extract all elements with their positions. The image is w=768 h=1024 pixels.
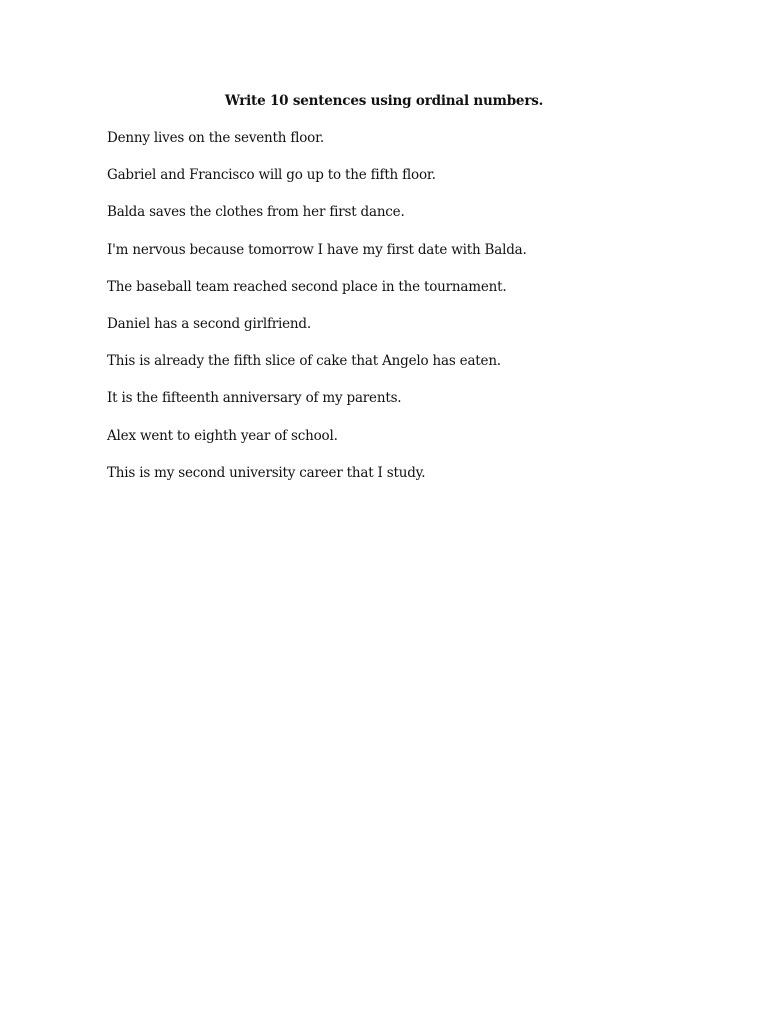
document-title: Write 10 sentences using ordinal numbers.	[224, 93, 544, 109]
sentence-10: This is my second university career that I study.	[107, 464, 426, 481]
sentence-1: Denny lives on the seventh floor.	[107, 130, 324, 146]
sentence-3: Balda saves the clothes from her first dance.	[107, 204, 405, 221]
sentence-list	[107, 128, 707, 500]
sentence-8: It is the fifteenth anniversary of my parents.	[107, 390, 402, 407]
sentence-9: Alex went to eighth year of school.	[107, 427, 338, 444]
sentence-5: The baseball team reached second place in the tournament.	[107, 278, 507, 295]
sentence-2: Gabriel and Francisco will go up to the fifth floor.	[107, 167, 436, 184]
sentence-7: This is already the fifth slice of cake that Angelo has eaten.	[107, 353, 501, 370]
sentence-6: Daniel has a second girlfriend.	[107, 315, 311, 332]
sentence-4: I'm nervous because tomorrow I have my first date with Balda.	[107, 241, 527, 258]
